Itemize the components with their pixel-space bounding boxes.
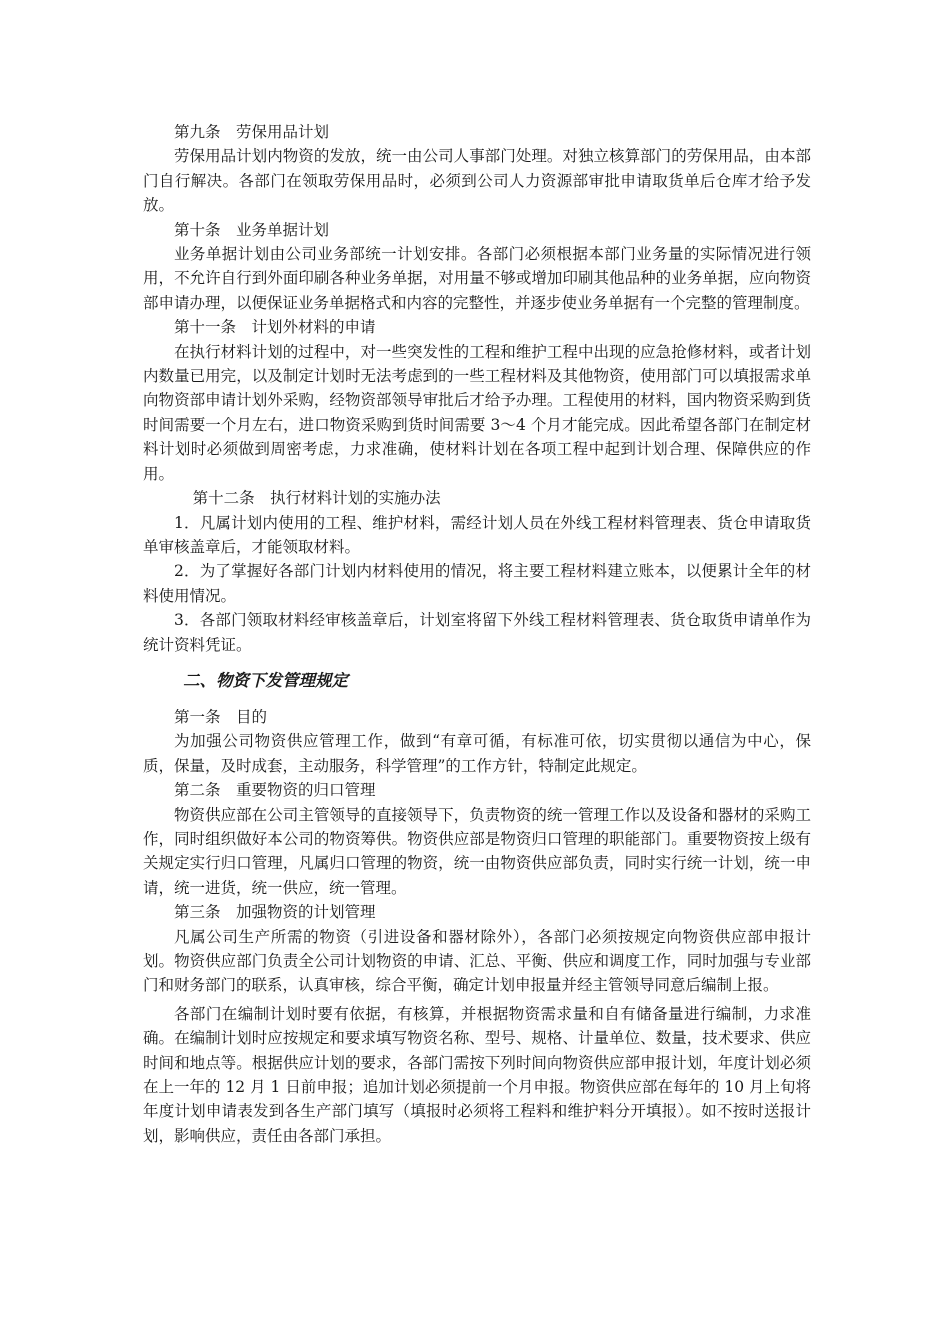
article-12-title: 第十二条 执行材料计划的实施办法 bbox=[192, 489, 441, 508]
sec2-article-3-title: 第三条 加强物资的计划管理 bbox=[174, 903, 376, 922]
sec2-article-1-body: 为加强公司物资供应管理工作，做到“有章可循，有标准可依，切实贯彻以通信为中心，保质，保量，及时成套，主动服务，科学管理”的工作方针，特制定此规定。 bbox=[143, 732, 811, 775]
sec2-article-3-body: 凡属公司生产所需的物资（引进设备和器材除外），各部门必须按规定向物资供应部申报计划。物资供应部门负责全公司计划物资的申请、汇总、平衡、供应和调度工作，同时加强与专业部门和财务部门的联系，认真审核，综合平衡，确定计划申报量并经主管领导同意后编制上报。 bbox=[143, 927, 811, 995]
article-10-body: 业务单据计划由公司业务部统一计划安排。各部门必须根据本部门业务量的实际情况进行领用，不允许自行到外面印刷各种业务单据，对用量不够或增加印刷其他品种的业务单据，应向物资部申请办理，以便保证业务单据格式和内容的完整性，并逐步使业务单据有一个完整的管理制度。 bbox=[143, 245, 811, 312]
article-10-title: 第十条 业务单据计划 bbox=[174, 220, 330, 239]
sec2-article-3-body-2: 各部门在编制计划时要有依据，有核算，并根据物资需求量和自有储备量进行编制，力求准确。在编制计划时应按规定和要求填写物资名称、型号、规格、计量单位、数量，技术要求、供应时间和地点等。根据供应计划的要求，各部门需按下列时间向物资供应部申报计划，年度计划必须在上一年的 12 月 1 日前申报；追加计划必须提前一个月申报。物资供应部在每年的 10 月上旬将年度计划申请表发到各生产部门填写（填报时必须将工程料和维护料分开填报）。如不按时送报计划，影响供应，责任由各部门承担。 bbox=[143, 1004, 811, 1145]
article-9-title: 第九条 劳保用品计划 bbox=[174, 123, 330, 141]
sec2-article-2-body: 物资供应部在公司主管领导的直接领导下，负责物资的统一管理工作以及设备和器材的采购工作，同时组织做好本公司的物资筹供。物资供应部是物资归口管理的职能部门。重要物资按上级有关规定实行归口管理，凡属归口管理的物资，统一由物资供应部负责，同时实行统一计划，统一申请，统一进货，统一供应，统一管理。 bbox=[143, 805, 811, 897]
article-11-title: 第十一条 计划外材料的申请 bbox=[174, 318, 376, 337]
document-page bbox=[143, 120, 811, 1148]
section-heading: 二、物资下发管理规定 bbox=[183, 670, 348, 690]
sec2-article-2-title: 第二条 重要物资的归口管理 bbox=[174, 781, 376, 800]
article-12-item-2: 2．为了掌握好各部门计划内材料使用的情况，将主要工程材料建立账本，以便累计全年的材料使用情况。 bbox=[143, 562, 811, 605]
article-12-item-1: 1．凡属计划内使用的工程、维护材料，需经计划人员在外线工程材料管理表、货仓申请取货单审核盖章后，才能领取材料。 bbox=[143, 513, 811, 556]
article-11-body: 在执行材料计划的过程中，对一些突发性的工程和维护工程中出现的应急抢修材料，或者计划内数量已用完，以及制定计划时无法考虑到的一些工程材料及其他物资，使用部门可以填报需求单向物资部申请计划外采购，经物资部领导审批后才给予办理。工程使用的材料，国内物资采购到货时间需要一个月左右，进口物资采购到货时间需要 3～4 个月才能完成。因此希望各部门在制定材料计划时必须做到周密考虑，力求准确，使材料计划在各项工程中起到计划合理、保障供应的作用。 bbox=[143, 342, 811, 483]
sec2-article-1-title: 第一条 目的 bbox=[174, 707, 268, 726]
article-12-item-3: 3．各部门领取材料经审核盖章后，计划室将留下外线工程材料管理表、货仓取货申请单作为统计资料凭证。 bbox=[143, 611, 811, 654]
article-9-body: 劳保用品计划内物资的发放，统一由公司人事部门处理。对独立核算部门的劳保用品，由本部门自行解决。各部门在领取劳保用品时，必须到公司人力资源部审批申请取货单后仓库才给予发放。 bbox=[143, 147, 811, 215]
